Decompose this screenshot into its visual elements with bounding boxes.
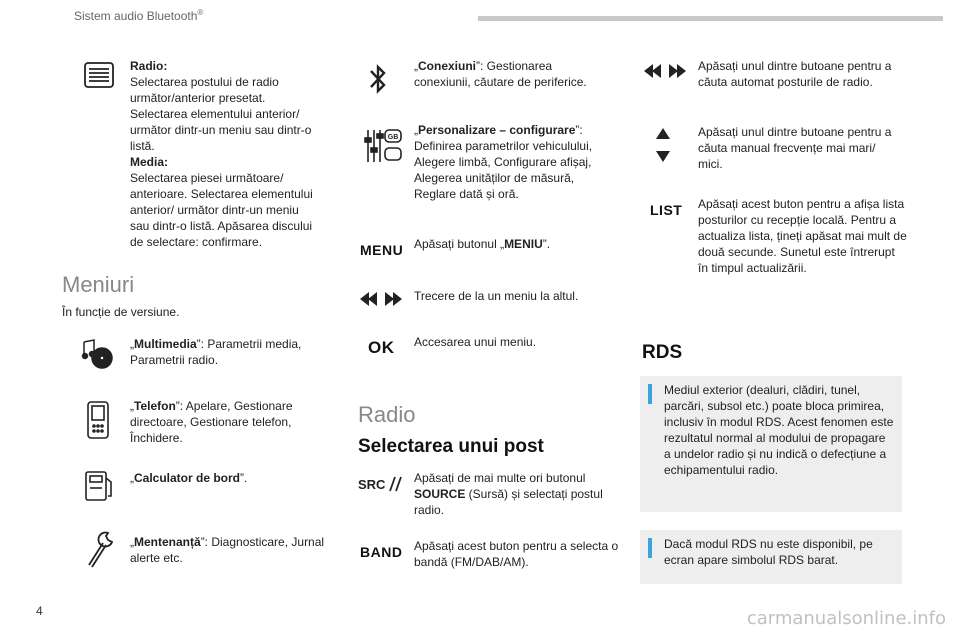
info-box-rds	[640, 376, 902, 512]
menu-key: MENU	[360, 242, 404, 258]
manual-tune-text: Apăsați unul dintre butoane pentru a căuta manual frecvențe mai mari/ mici.	[698, 125, 892, 171]
radio-heading: Radio	[358, 402, 416, 427]
svg-text:GB: GB	[387, 134, 399, 141]
src-text: Apăsați de mai multe ori butonul SOURCE (Sursă) și selectați postul radio.	[414, 471, 603, 517]
src-icon	[358, 476, 404, 492]
header-bar	[478, 16, 943, 21]
trip-computer-icon	[84, 468, 114, 502]
list-text: Apăsați acest buton pentru a afișa lista posturilor cu recepție locală. Pentru a actualiza lista, țineți apăsat mai mult de două secunde. Sunetul este întrerupt în timpul actualizării.	[698, 197, 907, 275]
menu-calculator-text: „Calculator de bord”.	[130, 471, 248, 485]
menu-multimedia-text: „Multimedia”: Parametrii media, Parametrii radio.	[130, 337, 302, 367]
menus-heading: Meniuri	[62, 272, 135, 297]
menu-conexiuni-text: „Conexiuni”: Gestionarea conexiunii, căutare de periferice.	[414, 59, 587, 89]
list-key: LIST	[650, 202, 683, 218]
phone-icon	[86, 400, 110, 440]
ok-key: OK	[368, 338, 395, 357]
menu-switch-text: Trecere de la un meniu la altul.	[414, 289, 579, 303]
info-marker	[648, 384, 652, 404]
list-lines-icon	[84, 62, 114, 88]
settings-sliders-icon	[364, 128, 404, 164]
wrench-icon	[84, 530, 116, 570]
menu-personalizare-text: „Personalizare – configurare”: Definirea parametrilor vehiculului, Alegere limbă, Configurare afișaj, Alegerea unităților de măsură, Reglare dată și oră.	[414, 123, 593, 201]
info-marker	[648, 538, 652, 558]
multimedia-icon	[80, 336, 114, 370]
menu-press-text: Apăsați butonul „MENIU”.	[414, 237, 551, 251]
select-station-heading: Selectarea unui post	[358, 436, 544, 457]
info-rds-text: Mediul exterior (dealuri, clădiri, tunel, parcări, subsol etc.) poate bloca primirea, inclusiv în modul RDS. Acest fenomen este rezultatul normal al modului de propagare a undelor radio și nu indică o defecțiune a echipamentului radio.	[664, 383, 894, 477]
menu-mentenanta-text: „Mentenanță”: Diagnosticare, Jurnal alerte etc.	[130, 535, 325, 565]
watermark: carmanualsonline.info	[746, 608, 946, 629]
header-title: Sistem audio Bluetooth®	[74, 8, 204, 23]
page-number: 4	[36, 604, 43, 618]
info-box-rds-barred	[640, 530, 902, 584]
up-down-arrows-icon	[656, 128, 670, 162]
menu-telefon-text: „Telefon”: Apelare, Gestionare directoare, Gestionare telefon, Închidere.	[130, 399, 293, 445]
src-key-text: SRC	[358, 477, 386, 492]
band-key: BAND	[360, 544, 403, 560]
ok-text: Accesarea unui meniu.	[414, 335, 537, 349]
radio-media-text: Radio: Selectarea postului de radio următor/anterior presetat. Selectarea elementului anterior/ următor dintr-un meniu sau dintr-o listă. Media: Selectarea piesei următoare/ anterioare. Selectarea elementului anterior/ următor dintr-un meniu sau dintr-o listă. Apăsarea discului de selectare: confirmare.	[130, 59, 313, 249]
seek-arrows-icon	[644, 64, 686, 78]
band-text: Apăsați acest buton pentru a selecta o bandă (FM/DAB/AM).	[414, 539, 619, 569]
menus-subtitle: În funcție de versiune.	[62, 305, 180, 319]
rds-heading: RDS	[642, 342, 683, 363]
seek-text: Apăsați unul dintre butoane pentru a căuta automat posturile de radio.	[698, 59, 892, 89]
bluetooth-icon	[368, 62, 388, 96]
left-right-arrows-icon	[360, 292, 402, 306]
info-rds-barred-text: Dacă modul RDS nu este disponibil, pe ecran apare simbolul RDS barat.	[664, 537, 873, 567]
